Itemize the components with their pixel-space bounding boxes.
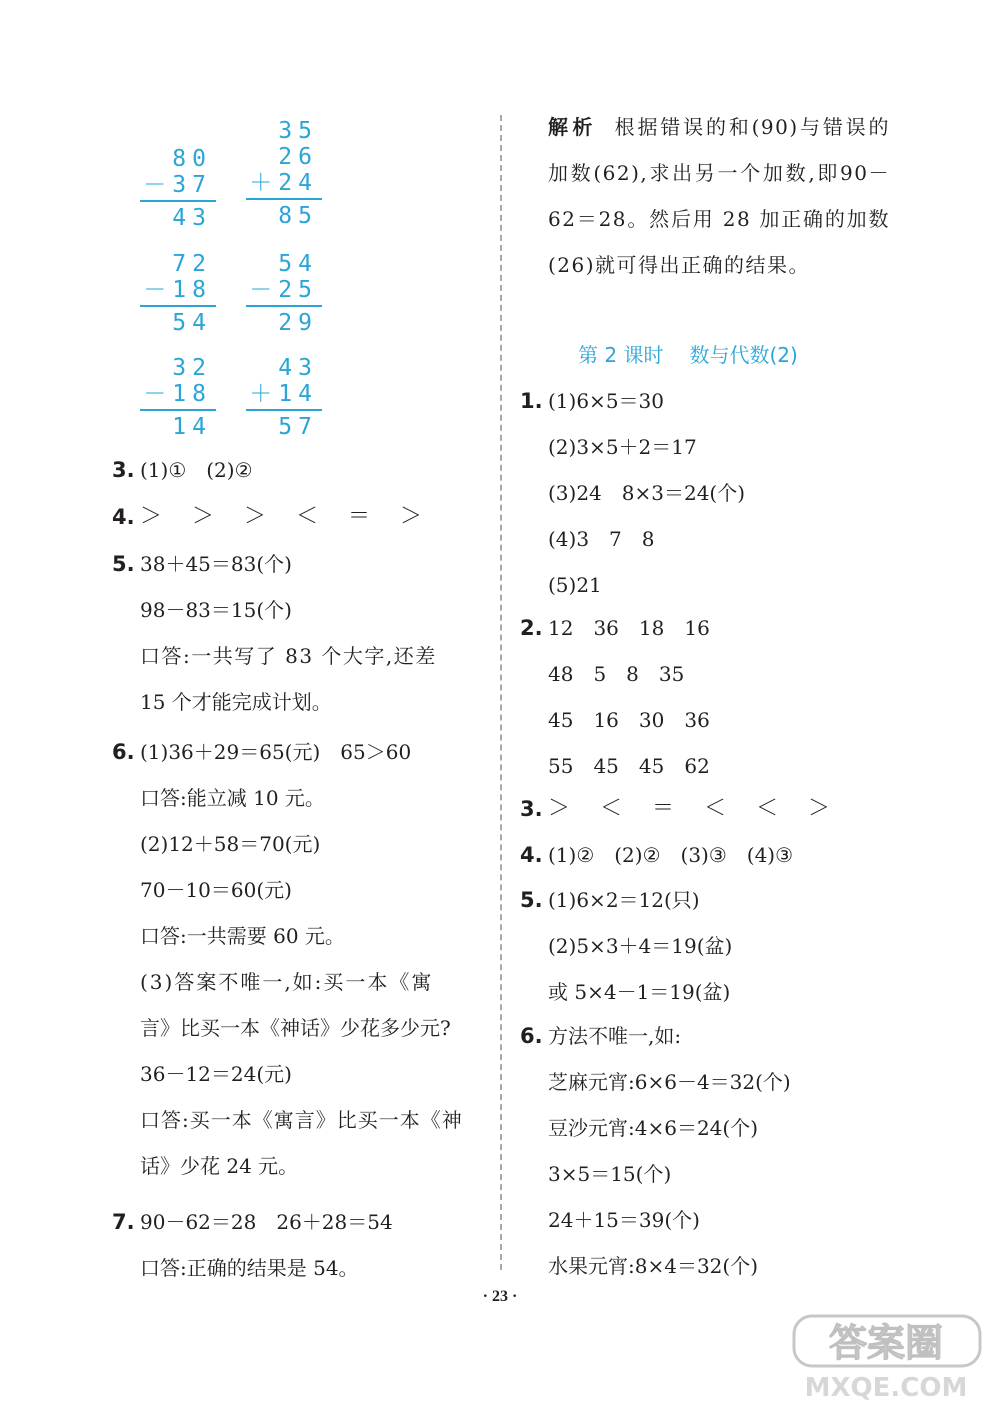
question-number: 6. xyxy=(520,1024,543,1048)
answer-line: (3)答案不唯一,如:买一本《寓 xyxy=(140,970,434,994)
question-number: 7. xyxy=(112,1210,135,1234)
calc-line: 54 xyxy=(278,251,318,277)
calc-rule xyxy=(140,200,216,202)
answer-line: (2)12＋58＝70(元) xyxy=(140,832,321,856)
calc-line: －25 xyxy=(249,277,318,303)
answer-line: 言》比买一本《神话》少花多少元? xyxy=(140,1016,451,1040)
answer-line: (1)6×2＝12(只) xyxy=(548,888,700,912)
answer-line: 38＋45＝83(个) xyxy=(140,552,292,576)
answer-line: 70－10＝60(元) xyxy=(140,878,292,902)
answer-line: 15 个才能完成计划。 xyxy=(140,690,332,714)
answer-block xyxy=(548,378,745,608)
calc-line: ＋24 xyxy=(249,170,318,196)
vertical-calc xyxy=(140,146,216,231)
answer-line: 12 36 18 16 xyxy=(548,616,710,640)
watermark-logo xyxy=(786,1310,991,1405)
question-number: 5. xyxy=(112,552,135,576)
answer-block xyxy=(140,1199,393,1291)
answer-line: 36－12＝24(元) xyxy=(140,1062,292,1086)
answer-text: ＞ ＜ ＝ ＜ ＜ ＞ xyxy=(548,796,835,821)
question-number: 4. xyxy=(112,505,135,529)
answer-line: 90－62＝28 26＋28＝54 xyxy=(140,1210,393,1234)
answer-line: 方法不唯一,如: xyxy=(548,1024,682,1048)
question-number: 2. xyxy=(520,616,543,640)
calc-rule xyxy=(246,305,322,307)
calc-result: 43 xyxy=(172,205,212,231)
answer-line: (5)21 xyxy=(548,573,602,597)
calc-line: －18 xyxy=(143,381,212,407)
analysis-text: 根据错误的和(90)与错误的加数(62),求出另一个加数,即90－62＝28。然后用 28 加正确的加数(26)就可得出正确的结果。 xyxy=(548,115,890,277)
answer-line: 芝麻元宵:6×6－4＝32(个) xyxy=(548,1070,791,1094)
answer-line: (4)3 7 8 xyxy=(548,527,655,551)
answer-line: 水果元宵:8×4＝32(个) xyxy=(548,1254,758,1278)
calc-line: 32 xyxy=(172,355,212,381)
vertical-calc xyxy=(246,118,322,229)
page-number: · 23 · xyxy=(482,1288,518,1305)
analysis-paragraph xyxy=(548,104,890,288)
answer-block xyxy=(548,1013,791,1289)
vertical-calc xyxy=(140,355,216,440)
answer-text: (1)② (2)② (3)③ (4)③ xyxy=(548,843,794,867)
answer-text: (1)① (2)② xyxy=(140,458,253,482)
answer-block xyxy=(140,541,437,725)
answer-text: ＞ ＞ ＞ ＜ ＝ ＞ xyxy=(140,504,427,529)
vertical-calc xyxy=(246,251,322,336)
question-number: 5. xyxy=(520,888,543,912)
answer-line: 或 5×4－1＝19(盆) xyxy=(548,980,731,1004)
question-number: 6. xyxy=(112,740,135,764)
calc-line: 43 xyxy=(278,355,318,381)
watermark-text: 答案圈 xyxy=(828,1321,944,1365)
answer-line: 口答:一共写了 83 个大字,还差 xyxy=(140,644,437,668)
answer-line: (1)6×5＝30 xyxy=(548,389,664,413)
calc-result: 57 xyxy=(278,414,318,440)
vertical-calc xyxy=(246,355,322,440)
answer-line: 口答:买一本《寓言》比买一本《神 xyxy=(140,1108,463,1132)
answer-line: 口答:一共需要 60 元。 xyxy=(140,924,345,948)
calc-line: 72 xyxy=(172,251,212,277)
answer-line: 豆沙元宵:4×6＝24(个) xyxy=(548,1116,758,1140)
analysis-label: 解析 xyxy=(548,115,597,139)
answer-line: (3)24 8×3＝24(个) xyxy=(548,481,746,505)
answer-line: 3×5＝15(个) xyxy=(548,1162,672,1186)
answer-line: 24＋15＝39(个) xyxy=(548,1208,700,1232)
answer-line: 48 5 8 35 xyxy=(548,662,685,686)
answer-line: 口答:能立减 10 元。 xyxy=(140,786,325,810)
vertical-calc xyxy=(140,251,216,336)
calc-line: 80 xyxy=(172,146,212,172)
question-number: 3. xyxy=(520,797,543,821)
question-number: 3. xyxy=(112,458,135,482)
answer-line: 98－83＝15(个) xyxy=(140,598,292,622)
calc-rule xyxy=(140,409,216,411)
calc-line: 35 xyxy=(278,118,318,144)
calc-line: ＋14 xyxy=(249,381,318,407)
answer-line: 55 45 45 62 xyxy=(548,754,710,778)
answer-line: 话》少花 24 元。 xyxy=(140,1154,299,1178)
calc-rule xyxy=(140,305,216,307)
answer-block xyxy=(548,877,732,1015)
calc-rule xyxy=(246,198,322,200)
topic-label: 数与代数(2) xyxy=(689,343,798,367)
calc-result: 14 xyxy=(172,414,212,440)
calc-line: －18 xyxy=(143,277,212,303)
calc-result: 85 xyxy=(278,203,318,229)
answer-line: (2)3×5＋2＝17 xyxy=(548,435,697,459)
question-number: 4. xyxy=(520,843,543,867)
column-divider xyxy=(500,115,502,1270)
question-number: 1. xyxy=(520,389,543,413)
calc-result: 54 xyxy=(172,310,212,336)
answer-line: 45 16 30 36 xyxy=(548,708,710,732)
lesson-label: 第 2 课时 xyxy=(578,343,664,367)
answer-line: 口答:正确的结果是 54。 xyxy=(140,1256,359,1280)
calc-line: －37 xyxy=(143,172,212,198)
watermark-url: MXQE.COM xyxy=(804,1373,968,1403)
answer-line: (1)36＋29＝65(元) 65＞60 xyxy=(140,740,412,764)
answer-line: (2)5×3＋4＝19(盆) xyxy=(548,934,733,958)
calc-line: 26 xyxy=(278,144,318,170)
calc-rule xyxy=(246,409,322,411)
section-heading xyxy=(578,335,798,375)
answer-block xyxy=(548,605,710,789)
answer-block xyxy=(140,729,463,1189)
calc-result: 29 xyxy=(278,310,318,336)
